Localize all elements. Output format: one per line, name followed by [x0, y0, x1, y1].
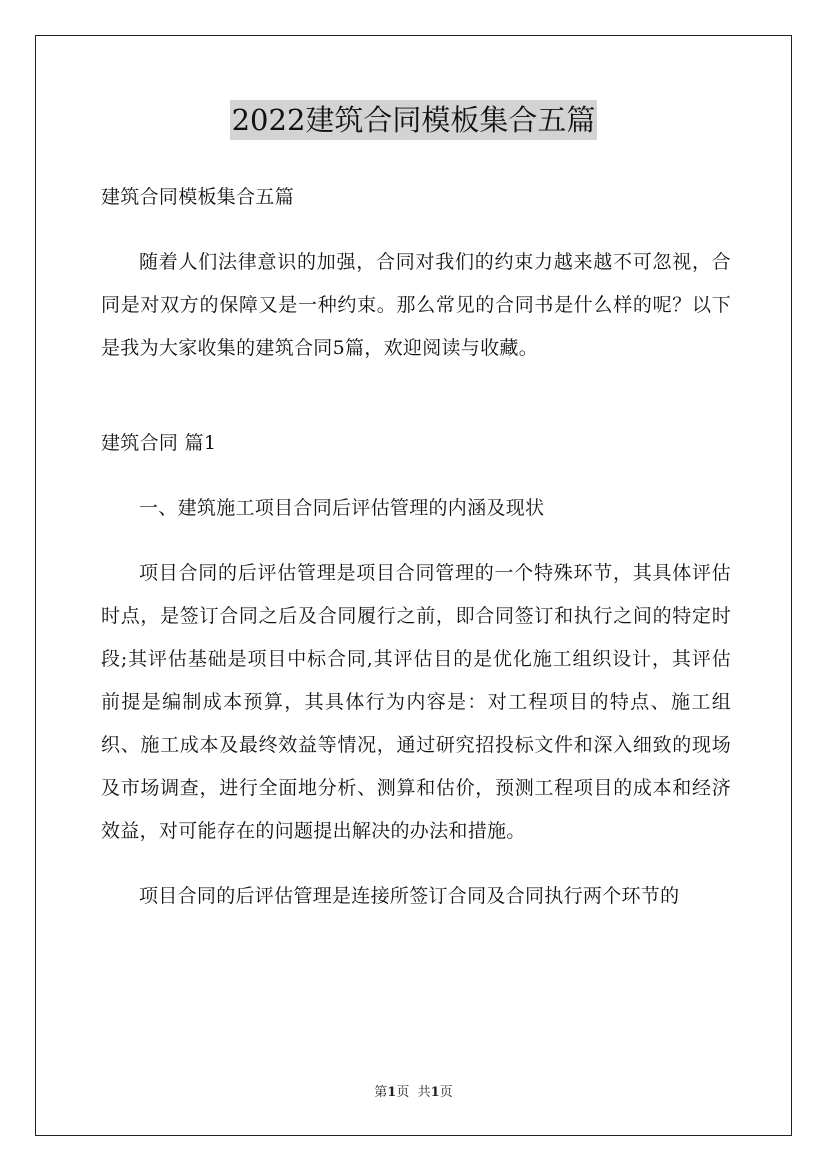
document-title: 2022建筑合同模板集合五篇 — [230, 100, 598, 140]
page-suffix: 页 — [396, 1085, 410, 1100]
title-container — [0, 100, 827, 140]
page-footer — [0, 1085, 827, 1101]
section-heading: 建筑合同 篇1 — [101, 432, 217, 454]
subsection-heading: 一、建筑施工项目合同后评估管理的内涵及现状 — [139, 497, 545, 519]
page-number: 1 — [387, 1085, 397, 1100]
total-pages: 1 — [430, 1085, 440, 1100]
document-subtitle: 建筑合同模板集合五篇 — [101, 186, 295, 208]
total-prefix: 共 — [417, 1085, 431, 1100]
total-suffix: 页 — [439, 1085, 453, 1100]
intro-paragraph: 随着人们法律意识的加强，合同对我们的约束力越来越不可忽视，合同是对双方的保障又是一种约束。那么常见的合同书是什么样的呢？以下是我为大家收集的建筑合同5篇，欢迎阅读与收藏。 — [101, 251, 731, 359]
document-body — [101, 176, 731, 918]
body-paragraph-2: 项目合同的后评估管理是连接所签订合同及合同执行两个环节的 — [139, 885, 680, 907]
page-prefix: 第 — [374, 1085, 388, 1100]
body-paragraph-1: 项目合同的后评估管理是项目合同管理的一个特殊环节，其具体评估时点，是签订合同之后及合同履行之前，即合同签订和执行之间的特定时段;其评估基础是项目中标合同,其评估目的是优化施工组织设计，其评估前提是编制成本预算，其具体行为内容是：对工程项目的特点、施工组织、施工成本及最终效益等情况，通过研究招投标文件和深入细致的现场及市场调查，进行全面地分析、测算和估价，预测工程项目的成本和经济效益，对可能存在的问题提出解决的办法和措施。 — [101, 562, 731, 842]
